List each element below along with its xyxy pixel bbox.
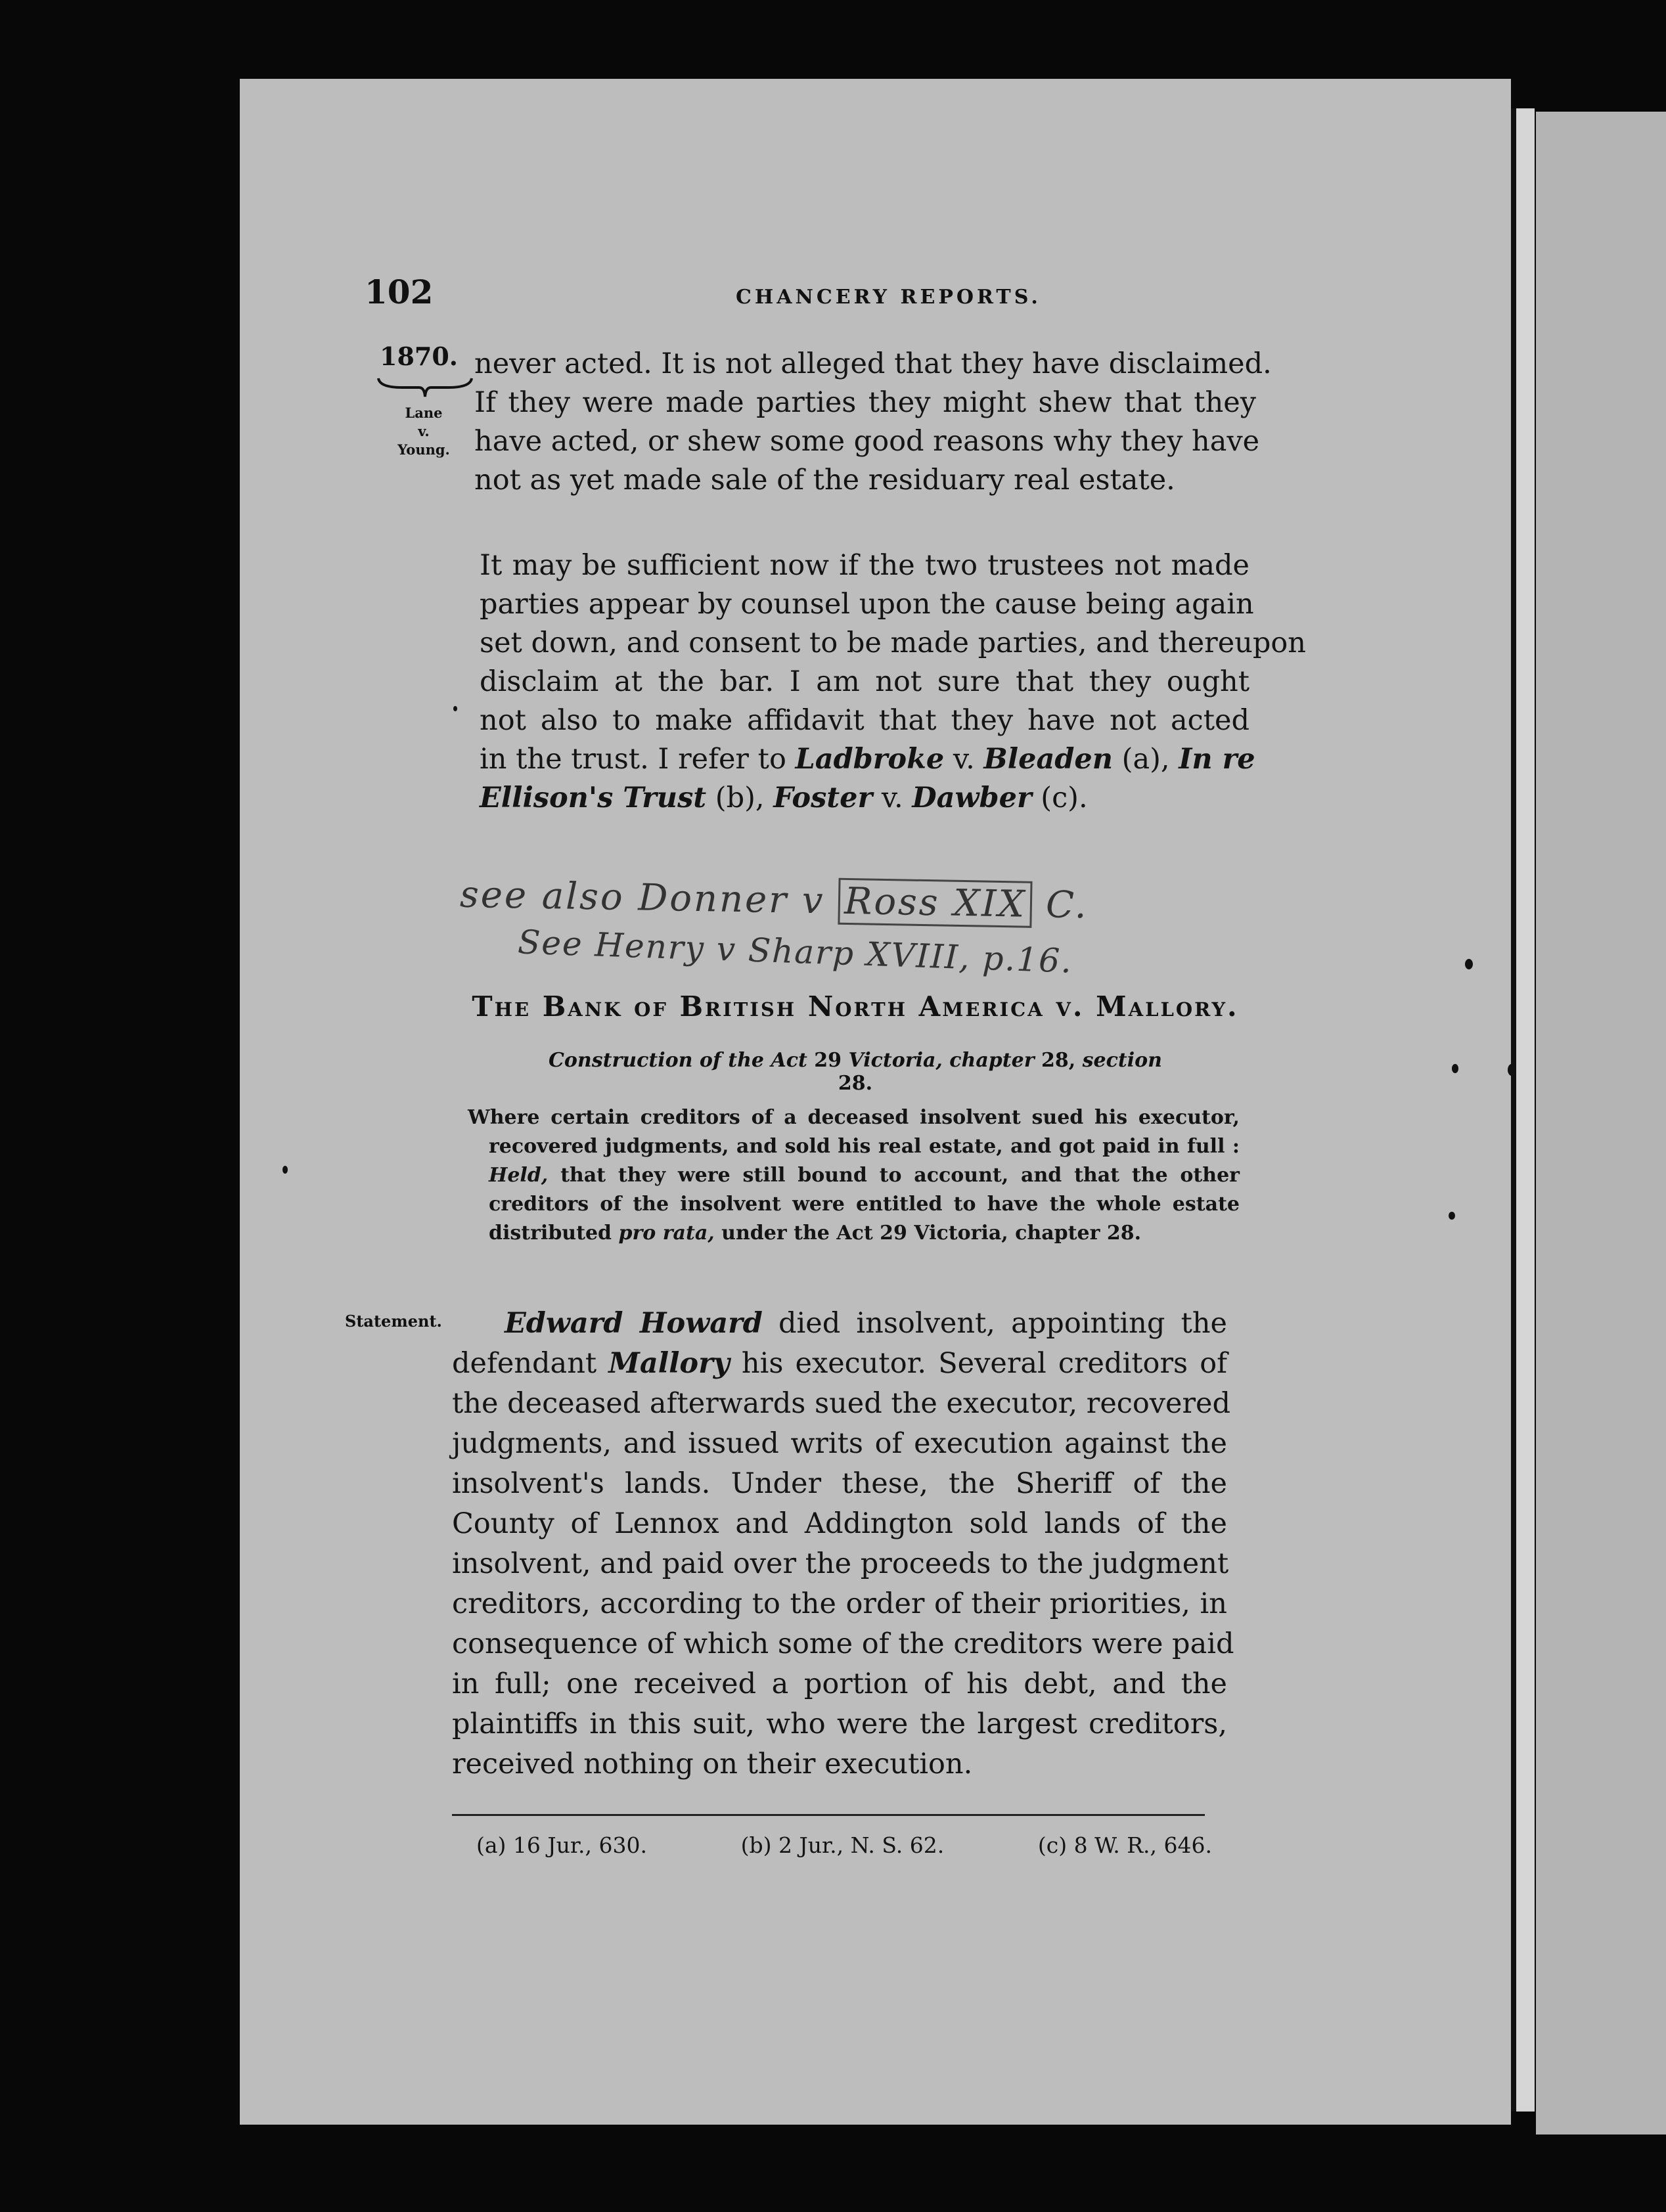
handwritten-text: see also Donner v [459,873,839,923]
headnote-line: recovered judgments, and sold his real estate, and got paid in full : [489,1135,1240,1158]
party-name: Edward Howard [505,1307,763,1340]
case-title: The Bank of British North America v. Mallory. [472,990,1239,1023]
subject-text: 28, [1034,1049,1083,1072]
page-number: 102 [365,273,434,311]
subject-text: Construction of the Act [549,1049,807,1072]
text-line: County of Lennox and Addington sold lands of the [452,1507,1227,1540]
footnote-ref: (b), [706,782,774,814]
party-name: Mallory [608,1347,730,1380]
statement-label: Statement. [345,1312,442,1331]
footnote: (a) 16 Jur., 630. [476,1832,647,1858]
headnote-line: Where certain creditors of a deceased insolvent sued his executor, [468,1106,1240,1129]
subject-text: section [1082,1049,1162,1072]
held-label: Held, [489,1164,549,1187]
text-fragment: v. [872,782,912,814]
text-fragment: under the Act 29 Victoria, chapter 28. [714,1222,1142,1245]
text-fragment: his executor. Several creditors of [729,1347,1227,1380]
margin-year: 1870. [380,342,458,371]
handwritten-boxed-text: Ross XIX [838,878,1033,928]
footnote: (c) 8 W. R., 646. [1037,1832,1212,1858]
text-fragment: died insolvent, appointing the [762,1307,1227,1340]
text-line: judgments, and issued writs of execution against the [452,1427,1227,1460]
handwritten-annotation: See Henry v Sharp XVIII, p.16. [517,923,1073,981]
brace-mark [376,376,474,399]
text-line: It may be sufficient now if the two trustees not made [480,549,1250,582]
adjacent-page [1536,112,1666,2135]
paragraph-continued [474,345,1272,500]
text-fragment: v. [944,743,984,776]
case-name: Ellison's Trust [480,782,707,814]
page-edge [1511,108,1535,2112]
text-line: never acted. It is not alleged that they have disclaimed. [474,347,1272,380]
case-name: Ladbroke [795,743,945,776]
text-line: If they were made parties they might shew that they [474,386,1256,419]
text-fragment: in the trust. I refer to [480,743,796,776]
footnotes [476,1832,1212,1858]
headnote-line [468,1219,1240,1248]
text-line: in full; one received a portion of his debt, and the [452,1668,1227,1700]
text-line: set down, and consent to be made parties, and thereupon [480,627,1306,659]
text-line: insolvent's lands. Under these, the Sheriff of the [452,1467,1227,1500]
scan-speck [453,706,457,711]
handwritten-text: C. [1031,883,1089,927]
text-fragment: that they were still bound to account, and that the other [548,1164,1240,1187]
footnote-ref: (c). [1031,782,1088,814]
text-fragment: defendant [452,1347,609,1380]
subject-text: 28. [838,1072,873,1095]
text-line: the deceased afterwards sued the executor, recovered [452,1387,1231,1420]
case-name: Dawber [912,782,1032,814]
scan-speck [1508,1064,1516,1076]
scan-speck [1465,959,1473,969]
paragraph-trustees [480,546,1306,818]
text-line: disclaim at the bar. I am not sure that they ought [480,665,1250,698]
case-name: In re [1179,743,1255,776]
scan-speck [1449,1212,1455,1220]
subject-line [540,1049,1171,1095]
text-line: consequence of which some of the creditors were paid [452,1627,1234,1660]
text-line [452,1344,1227,1384]
case-name: Bleaden [983,743,1114,776]
scan-speck [1452,1064,1458,1073]
headnote-line [468,1161,1240,1190]
statement-paragraph [452,1304,1234,1784]
case-name: Foster [773,782,873,814]
footnote-ref: (a), [1113,743,1179,776]
text-line: received nothing on their execution. [452,1748,973,1781]
margin-case-caption [388,404,460,459]
scan-speck [282,1166,288,1174]
text-line: not also to make affidavit that they have not acted [480,704,1250,737]
text-line: not as yet made sale of the residuary real estate. [474,464,1175,497]
text-line: plaintiffs in this suit, who were the largest creditors, [452,1708,1227,1740]
text-line: parties appear by counsel upon the cause being again [480,588,1254,621]
text-fragment: distributed [489,1222,619,1245]
text-line: have acted, or shew some good reasons why they have [474,425,1260,458]
text-line: insolvent, and paid over the proceeds to the judgment [452,1547,1229,1580]
footnote-rule [452,1814,1205,1816]
citation-line [480,779,1250,818]
latin-phrase: pro rata, [618,1222,715,1245]
headnote [468,1103,1240,1248]
margin-case-line: v. [418,423,430,439]
running-head: CHANCERY REPORTS. [736,286,1041,309]
subject-text: 29 [807,1049,849,1072]
text-line [452,1304,1227,1344]
margin-case-line: Lane [405,405,443,421]
headnote-line: creditors of the insolvent were entitled to have the whole estate [489,1193,1240,1216]
subject-text: Victoria, chapter [848,1049,1035,1072]
citation-line [480,740,1255,779]
margin-case-line: Young. [397,441,450,458]
text-line: creditors, according to the order of their priorities, in [452,1587,1227,1620]
footnote: (b) 2 Jur., N. S. 62. [740,1832,945,1858]
